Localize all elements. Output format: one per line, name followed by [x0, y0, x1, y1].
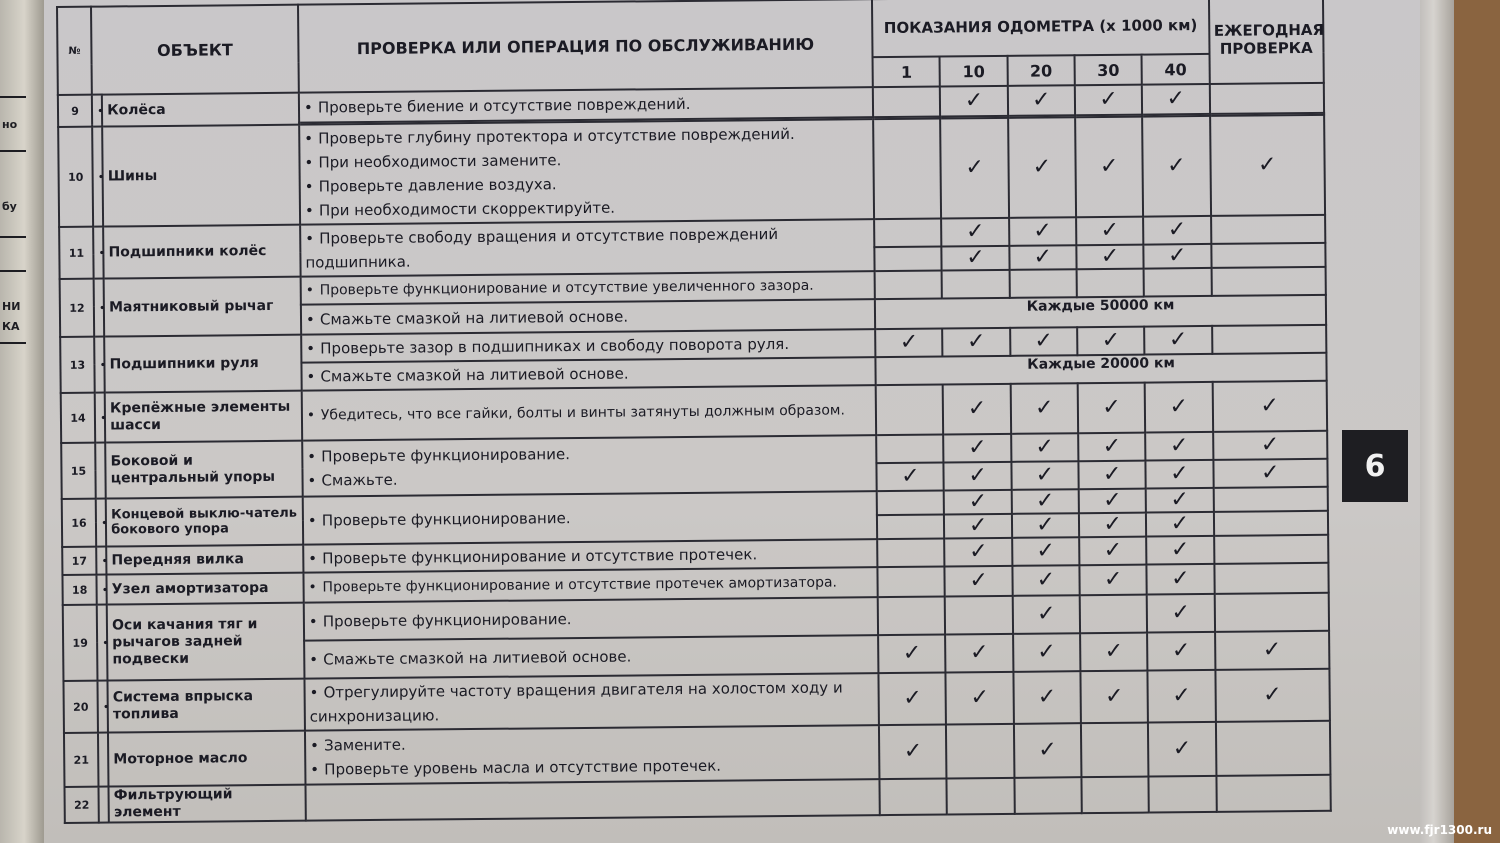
header-num: №: [57, 7, 92, 95]
check-cell: ✓: [875, 329, 943, 358]
check-cell: [1211, 215, 1326, 244]
row-number: 12: [60, 279, 95, 337]
check-cell: ✓: [1076, 217, 1144, 246]
check-cell: [877, 538, 945, 567]
check-cell: [1081, 723, 1149, 778]
left-page-fragment: НИ: [2, 300, 21, 313]
check-cell: ✓: [1014, 723, 1082, 778]
row-operation: • Проверьте биение и отсутствие повреждений.: [299, 87, 874, 123]
row-bullet: •: [97, 605, 108, 681]
row-operation: • Отрегулируйте частоту вращения двигателя на холостом ходу и синхронизацию.: [304, 673, 879, 731]
check-cell: [877, 490, 944, 515]
chapter-tab: 6: [1342, 430, 1408, 502]
row-number: 20: [63, 681, 98, 733]
check-cell: ✓: [943, 384, 1011, 435]
odo-col-1: 1: [873, 57, 941, 88]
check-cell: [873, 87, 941, 118]
row-operation: • Проверьте функционирование. • Смажьте.: [302, 435, 877, 497]
check-cell: ✓: [1148, 722, 1216, 777]
row-operation: • Проверьте свободу вращения и отсутствие повреждений подшипника.: [300, 219, 875, 277]
row-operation: [305, 779, 880, 821]
check-cell: ✓: [1212, 381, 1327, 432]
check-cell: ✓: [1076, 245, 1143, 270]
header-annual: ЕЖЕГОДНАЯ ПРОВЕРКА: [1208, 0, 1323, 84]
row-object: Оси качания тяг и рычагов задней подвески: [107, 603, 304, 681]
check-cell: [878, 566, 946, 597]
check-cell: [1149, 776, 1217, 813]
row-number: 14: [61, 393, 96, 443]
check-cell: [877, 514, 944, 539]
check-cell: ✓: [1012, 513, 1079, 538]
check-cell: ✓: [1078, 433, 1146, 462]
check-cell: [1214, 593, 1329, 632]
row-bullet: [98, 733, 109, 787]
row-operation: • Проверьте зазор в подшипниках и свободу поворота руля.: [301, 329, 876, 363]
row-number: 22: [64, 787, 98, 823]
table-row: [58, 115, 1325, 227]
check-cell: [1216, 775, 1331, 812]
check-cell: [1081, 777, 1149, 814]
row-operation: • Смажьте смазкой на литиевой основе.: [301, 299, 876, 335]
row-bullet: •: [96, 499, 106, 547]
check-cell: [875, 247, 942, 272]
row-number: 16: [62, 499, 97, 547]
check-cell: ✓: [1213, 431, 1328, 460]
left-page-fragment: бу: [2, 200, 17, 213]
check-cell: ✓: [1146, 460, 1214, 489]
check-cell: ✓: [943, 328, 1011, 357]
header-odometer: ПОКАЗАНИЯ ОДОМЕТРА (х 1000 км): [872, 0, 1209, 57]
check-cell: [1214, 535, 1329, 564]
row-number: 10: [58, 127, 93, 227]
odo-col-40: 40: [1142, 54, 1210, 85]
check-cell: ✓: [1009, 245, 1076, 270]
row-object: Шины: [102, 125, 300, 227]
check-cell: ✓: [1146, 536, 1214, 565]
row-operation: • Замените. • Проверьте уровень масла и отсутствие протечек.: [305, 725, 880, 785]
row-bullet: •: [97, 575, 107, 605]
check-cell: [1214, 563, 1329, 594]
row-bullet: •: [94, 337, 105, 393]
row-operation: • Смажьте смазкой на литиевой основе.: [301, 357, 876, 391]
row-bullet: •: [92, 95, 102, 127]
check-cell: [876, 434, 944, 463]
row-number: 17: [62, 547, 96, 575]
row-bullet: •: [93, 227, 104, 279]
row-object: Колёса: [102, 93, 299, 127]
left-page-fragment: КА: [2, 320, 20, 333]
odo-col-20: 20: [1007, 55, 1075, 86]
check-cell: ✓: [944, 514, 1011, 539]
check-cell: ✓: [1011, 433, 1079, 462]
watermark: www.fjr1300.ru: [1387, 823, 1492, 837]
check-cell: [942, 270, 1010, 299]
check-cell: ✓: [1012, 595, 1080, 634]
check-cell: ✓: [1148, 670, 1216, 723]
interval-note: Каждые 20000 км: [876, 353, 1327, 385]
check-cell: ✓: [944, 490, 1011, 515]
check-cell: [1213, 511, 1328, 536]
check-cell: ✓: [1011, 461, 1079, 490]
row-operation: • Проверьте функционирование.: [304, 597, 879, 641]
row-number: 21: [64, 733, 99, 787]
check-cell: ✓: [1145, 432, 1213, 461]
check-cell: [875, 271, 943, 300]
check-cell: [878, 596, 946, 635]
row-object: Узел амортизатора: [107, 573, 304, 605]
row-object: Подшипники колёс: [103, 225, 300, 279]
check-cell: [947, 778, 1015, 815]
check-cell: ✓: [944, 434, 1012, 463]
row-object: Концевой выклю-чатель бокового упора: [106, 497, 303, 547]
check-cell: ✓: [1215, 631, 1330, 670]
row-bullet: [99, 787, 109, 823]
check-cell: [874, 219, 942, 248]
row-operation: • Убедитесь, что все гайки, болты и винты затянуты должным образом.: [302, 385, 877, 441]
check-cell: ✓: [1079, 489, 1146, 514]
check-cell: ✓: [1078, 461, 1146, 490]
check-cell: ✓: [1010, 327, 1078, 356]
check-cell: ✓: [945, 538, 1013, 567]
check-cell: [1080, 595, 1148, 634]
check-cell: ✓: [942, 218, 1010, 247]
check-cell: ✓: [946, 672, 1014, 725]
check-cell: ✓: [1142, 84, 1210, 115]
row-number: 13: [60, 337, 95, 393]
check-cell: ✓: [1012, 537, 1080, 566]
check-cell: ✓: [946, 634, 1014, 673]
check-cell: [945, 596, 1013, 635]
check-cell: ✓: [1010, 383, 1078, 434]
check-cell: ✓: [942, 246, 1009, 271]
check-cell: ✓: [940, 86, 1008, 117]
left-page-fragment: но: [2, 118, 18, 131]
check-cell: [1144, 268, 1212, 297]
check-cell: [1009, 269, 1077, 298]
check-cell: ✓: [1215, 669, 1330, 722]
row-operation: • Проверьте функционирование и отсутствие протечек.: [303, 539, 878, 573]
row-bullet: •: [98, 681, 109, 733]
check-cell: [1212, 325, 1327, 354]
page-edge: [1420, 0, 1454, 843]
check-cell: ✓: [1143, 216, 1211, 245]
row-object: Передняя вилка: [106, 545, 303, 575]
check-cell: [873, 119, 941, 220]
check-cell: [1213, 487, 1328, 512]
check-cell: ✓: [944, 462, 1012, 491]
check-cell: ✓: [1147, 632, 1215, 671]
row-object: Маятниковый рычаг: [104, 277, 301, 337]
check-cell: [880, 778, 948, 815]
check-cell: [1077, 269, 1145, 298]
check-cell: ✓: [1012, 565, 1080, 596]
odo-col-30: 30: [1075, 55, 1143, 86]
row-object: Фильтрующий элемент: [109, 785, 306, 823]
check-cell: [1014, 777, 1082, 814]
check-cell: ✓: [945, 566, 1013, 597]
header-operation: ПРОВЕРКА ИЛИ ОПЕРАЦИЯ ПО ОБСЛУЖИВАНИЮ: [298, 0, 873, 93]
check-cell: ✓: [1146, 512, 1213, 537]
check-cell: [946, 724, 1014, 779]
check-cell: ✓: [941, 118, 1009, 219]
check-cell: ✓: [1009, 217, 1077, 246]
maintenance-table: [56, 0, 1332, 824]
row-operation: • Проверьте функционирование.: [303, 491, 878, 545]
check-cell: ✓: [1013, 671, 1081, 724]
check-cell: [876, 385, 944, 436]
check-cell: ✓: [1080, 633, 1148, 672]
row-operation: • Проверьте функционирование и отсутствие увеличенного зазора.: [301, 271, 876, 305]
check-cell: ✓: [1075, 85, 1143, 116]
row-number: 15: [61, 443, 96, 499]
left-page-edge: [0, 0, 44, 843]
row-number: 11: [59, 227, 94, 279]
row-bullet: •: [92, 127, 103, 227]
check-cell: ✓: [879, 672, 947, 725]
check-cell: ✓: [879, 724, 947, 779]
check-cell: ✓: [877, 462, 945, 491]
row-bullet: •: [95, 393, 106, 443]
check-cell: ✓: [1008, 117, 1076, 218]
check-cell: ✓: [1075, 117, 1143, 218]
check-cell: [1215, 721, 1330, 776]
check-cell: [1211, 267, 1326, 296]
odo-col-10: 10: [940, 56, 1008, 87]
check-cell: ✓: [1080, 671, 1148, 724]
check-cell: ✓: [1079, 565, 1147, 596]
check-cell: ✓: [1145, 382, 1213, 433]
row-bullet: [95, 443, 106, 499]
check-cell: ✓: [1079, 513, 1146, 538]
row-bullet: •: [94, 279, 105, 337]
check-cell: [1209, 83, 1324, 114]
check-cell: ✓: [1213, 459, 1328, 488]
check-cell: ✓: [1144, 244, 1211, 269]
header-object: ОБЪЕКТ: [91, 5, 299, 95]
row-bullet: •: [96, 547, 106, 575]
check-cell: ✓: [1210, 115, 1325, 216]
row-number: 9: [58, 95, 92, 127]
row-object: Боковой и центральный упоры: [105, 441, 302, 499]
check-cell: ✓: [1008, 85, 1076, 116]
check-cell: ✓: [1147, 594, 1215, 633]
check-cell: ✓: [1077, 327, 1145, 356]
row-operation: • Проверьте функционирование и отсутствие протечек амортизатора.: [303, 567, 878, 603]
check-cell: [1211, 243, 1326, 268]
row-object: Крепёжные элементы шасси: [105, 391, 302, 443]
check-cell: ✓: [1079, 537, 1147, 566]
check-cell: ✓: [1147, 564, 1215, 595]
row-object: Подшипники руля: [104, 335, 301, 393]
interval-note: Каждые 50000 км: [875, 295, 1326, 329]
check-cell: ✓: [1078, 383, 1146, 434]
row-number: 19: [63, 605, 98, 681]
check-cell: ✓: [1013, 633, 1081, 672]
check-cell: ✓: [878, 634, 946, 673]
check-cell: ✓: [1142, 116, 1210, 217]
row-object: Система впрыска топлива: [108, 679, 305, 733]
row-number: 18: [62, 575, 96, 605]
check-cell: ✓: [1144, 326, 1212, 355]
check-cell: ✓: [1146, 488, 1213, 513]
row-operation: • Проверьте глубину протектора и отсутствие повреждений. • При необходимости замените. • Проверьте давление воздуха. • При необходимости скорректируйте.: [299, 119, 874, 225]
check-cell: ✓: [1011, 489, 1078, 514]
row-operation: • Смажьте смазкой на литиевой основе.: [304, 635, 879, 679]
row-object: Моторное масло: [108, 731, 305, 787]
